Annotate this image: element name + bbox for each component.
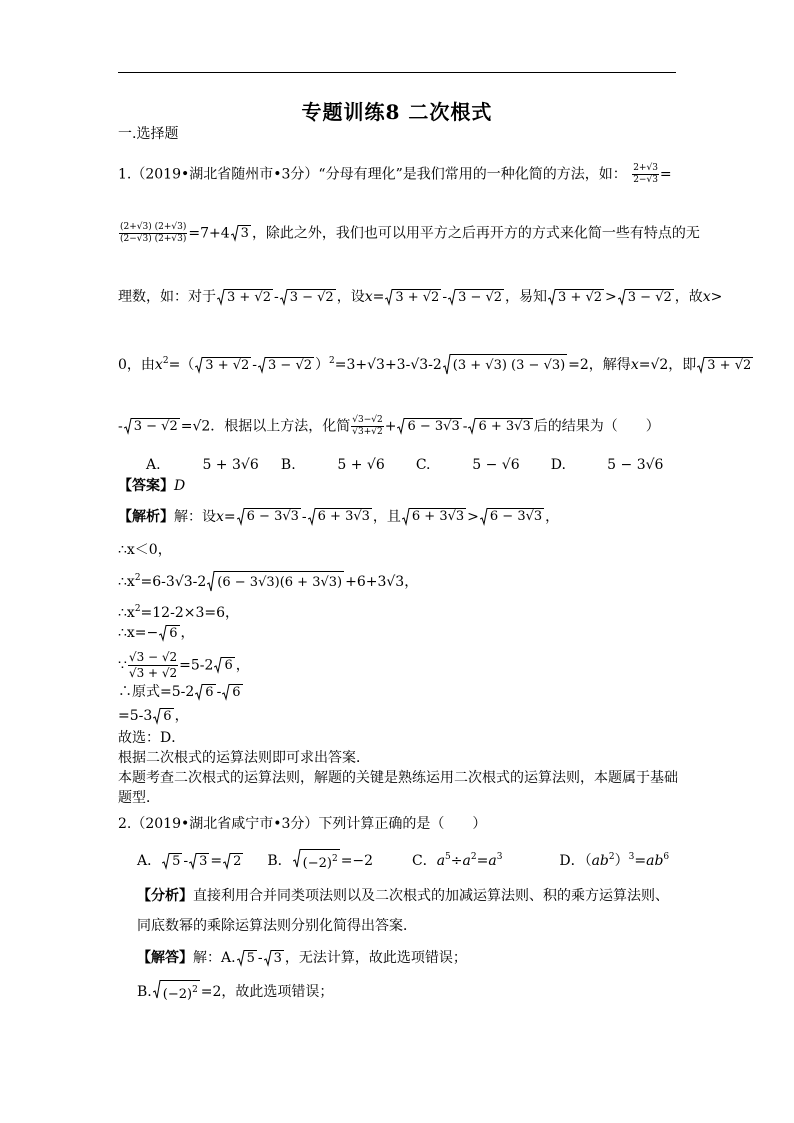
q1-options (146, 455, 667, 475)
example-fraction: $\frac{2+√3}{2-√3}$ (633, 163, 658, 185)
option-d-expression: 5 − 3√6 (607, 457, 664, 473)
option-a-label: A. (146, 457, 161, 473)
page-title: 专题训练8 二次根式 (301, 100, 493, 124)
option-c-expression: 5 − √6 (472, 457, 520, 473)
q2-analysis-2: 同底数幂的乘除运算法则分别化简得出答案． (137, 918, 417, 934)
choose-line: 故选：D． (118, 730, 186, 746)
q2-stem: 2.（2019•湖北省咸宁市•3分）下列计算正确的是（ ） (118, 816, 487, 832)
header-rule (118, 72, 676, 73)
step-7: =5-3 6 ， (118, 708, 189, 724)
option-c-label: C. (415, 457, 431, 473)
option-b-expression: 5 + √6 (337, 457, 385, 473)
note-3: 题型． (118, 790, 160, 806)
option-a-expression: 5 + 3√6 (202, 457, 259, 473)
step-4: ∴x=− 6 ， (118, 625, 195, 641)
option-b-label: B. (280, 457, 296, 473)
q1-analysis-start: 【解析】解：设x= 6 − 3√3 - 6 + 3√3 ，且 6 + 3√3 > 6 − 3√3 ， (118, 509, 560, 525)
option-d-label: D. (550, 457, 566, 473)
q1-line-3: 理数，如：对于 3 + √2 - 3 − √2 ，设x= 3 + √2 - 3 − √2 ，易知 3 + √2 > 3 − √2 ，故x> (118, 289, 723, 305)
note-2: 本题考查二次根式的运算法则，解题的关键是熟练运用二次根式的运算法则，本题属于基础 (118, 770, 678, 786)
q1-line-1: 1.（2019•湖北省随州市•3分）“分母有理化”是我们常用的一种化简的方法，如： $\frac{2+√3}{2-√3}$ = (118, 163, 672, 185)
q2-analysis-1: 【分析】直接利用合并同类项法则以及二次根式的加减运算法则、积的乘方运算法则、 (137, 888, 669, 904)
sqrt-3: 3 (231, 225, 251, 242)
q2-options: A． 5 - 3 = 2 B． $(-2)^2$ =−2 C．$a^5\div a^2=a^3$ D．$(ab^2)^3=ab^6$ (137, 847, 669, 873)
step-3: $\therefore x^2=12-2\times 3=6$， (118, 604, 240, 621)
expanded-fraction: $\frac{(2+√3) (2+√3)}{(2-√3) (2+√3)}$ (120, 222, 187, 244)
q2-solution-1: 【解答】解：A. 5 - 3 ，无法计算，故此选项错误； (137, 950, 467, 966)
step-2: $\therefore x^2=6-3√3-2$ (6 − 3√3)(6 + 3√3) +6+3√3， (118, 568, 418, 594)
step-1: ∴x＜0， (118, 542, 172, 558)
section-heading: 一.选择题 (118, 126, 179, 142)
q1-answer: 【答案】D (118, 478, 186, 494)
q1-line-2: $\frac{(2+√3) (2+√3)}{(2-√3) (2+√3)}$ =7+4 3 ，除此之外，我们也可以用平方之后再开方的方式来化简一些有特点的无 (120, 222, 700, 244)
q1-line-5: - 3 − √2 =√2．根据以上方法，化简 $\frac{√3-√2}{√3+√2}$ + 6 − 3√3 - 6 + 3√3 后的结果为（ ） (118, 415, 660, 437)
note-1: 根据二次根式的运算法则即可求出答案． (118, 750, 370, 766)
q1-line-4: 0，由$x^2=$（ 3 + √2 - 3 − √2 ）$^2$=3+√3+3-√3-2 (3 + √3) (3 − √3) =2，解得x=√2，即 3 + √2 (118, 351, 754, 377)
step-6: ∴原式=5-2 6 - 6 (118, 684, 241, 700)
step-5: ∵ $\frac{√3 - √2}{√3 + √2}$ =5-2 6 ， (118, 650, 250, 680)
q2-solution-2: B. $(-2)^2$ =2，故此选项错误； (137, 980, 333, 1004)
